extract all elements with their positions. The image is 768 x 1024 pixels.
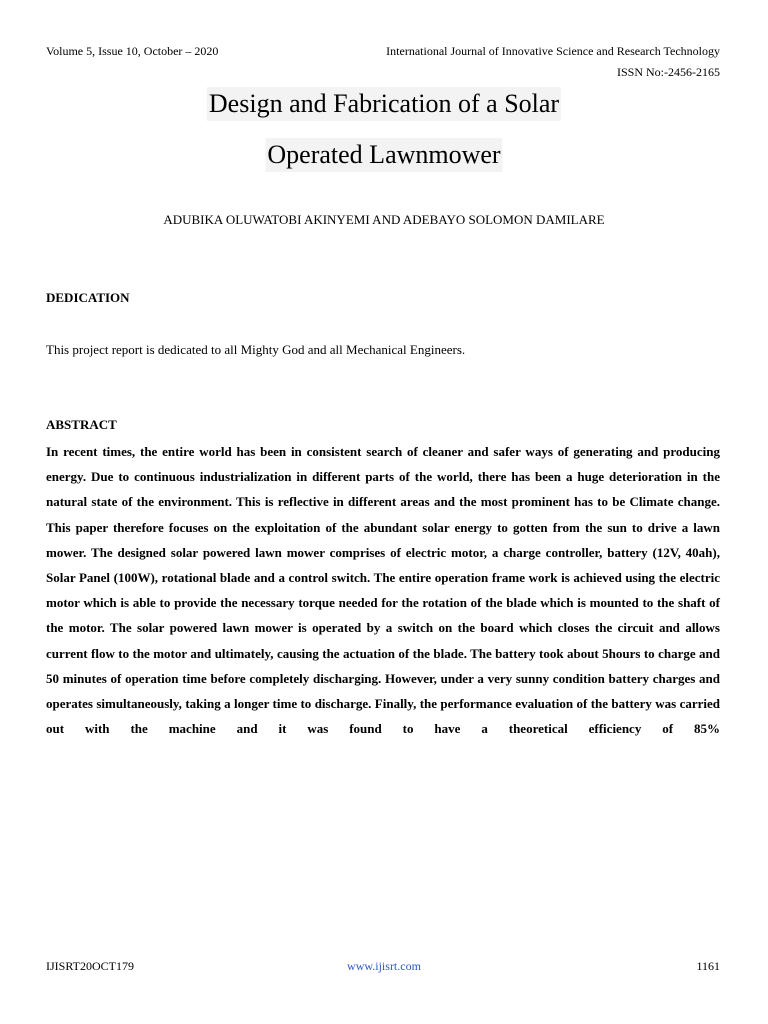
dedication-heading: DEDICATION [46,290,130,305]
dedication-text: This project report is dedicated to all Mighty God and all Mechanical Engineers. [46,342,466,357]
authors: ADUBIKA OLUWATOBI AKINYEMI AND ADEBAYO SOLOMON DAMILARE [163,212,605,227]
paper-title-line-1: Design and Fabrication of a Solar [207,87,561,121]
abstract-body: In recent times, the entire world has been in consistent search of cleaner and safer ways of generating and producing energy. Due to continuous industrialization in different parts of the world, there has been a huge deterioration in the natural state of the environment. This is reflective in different areas and the most prominent has to be Climate change. This paper therefore focuses on the exploitation of the abundant solar energy to gotten from the sun to drive a lawn mower. The designed solar powered lawn mower comprises of electric motor, a charge controller, battery (12V, 40ah), Solar Panel (100W), rotational blade and a control switch. The entire operation frame work is achieved using the electric motor which is able to provide the necessary torque needed for the rotation of the blade which is mounted to the shaft of the motor. The solar powered lawn mower is operated by a switch on the board which closes the circuit and allows current flow to the motor and ultimately, causing the actuation of the blade. The battery took about 5hours to charge and 50 minutes of operation time before completely discharging. However, under a very sunny condition battery charges and operates simultaneously, taking a longer time to discharge. Finally, the performance evaluation of the battery was carried out with the machine and it was found to have a theoretical efficiency of 85% [46,444,720,737]
abstract-heading: ABSTRACT [46,417,117,432]
footer-paper-id: IJISRT20OCT179 [46,959,134,973]
paper-title-line-2: Operated Lawnmower [265,138,502,172]
header-issn: ISSN No:-2456-2165 [616,65,720,79]
header-volume: Volume 5, Issue 10, October – 2020 [46,44,219,58]
header-journal-name: International Journal of Innovative Science and Research Technology [386,44,720,58]
footer-page-number: 1161 [696,959,720,973]
footer-website-link[interactable]: www.ijisrt.com [347,959,421,973]
